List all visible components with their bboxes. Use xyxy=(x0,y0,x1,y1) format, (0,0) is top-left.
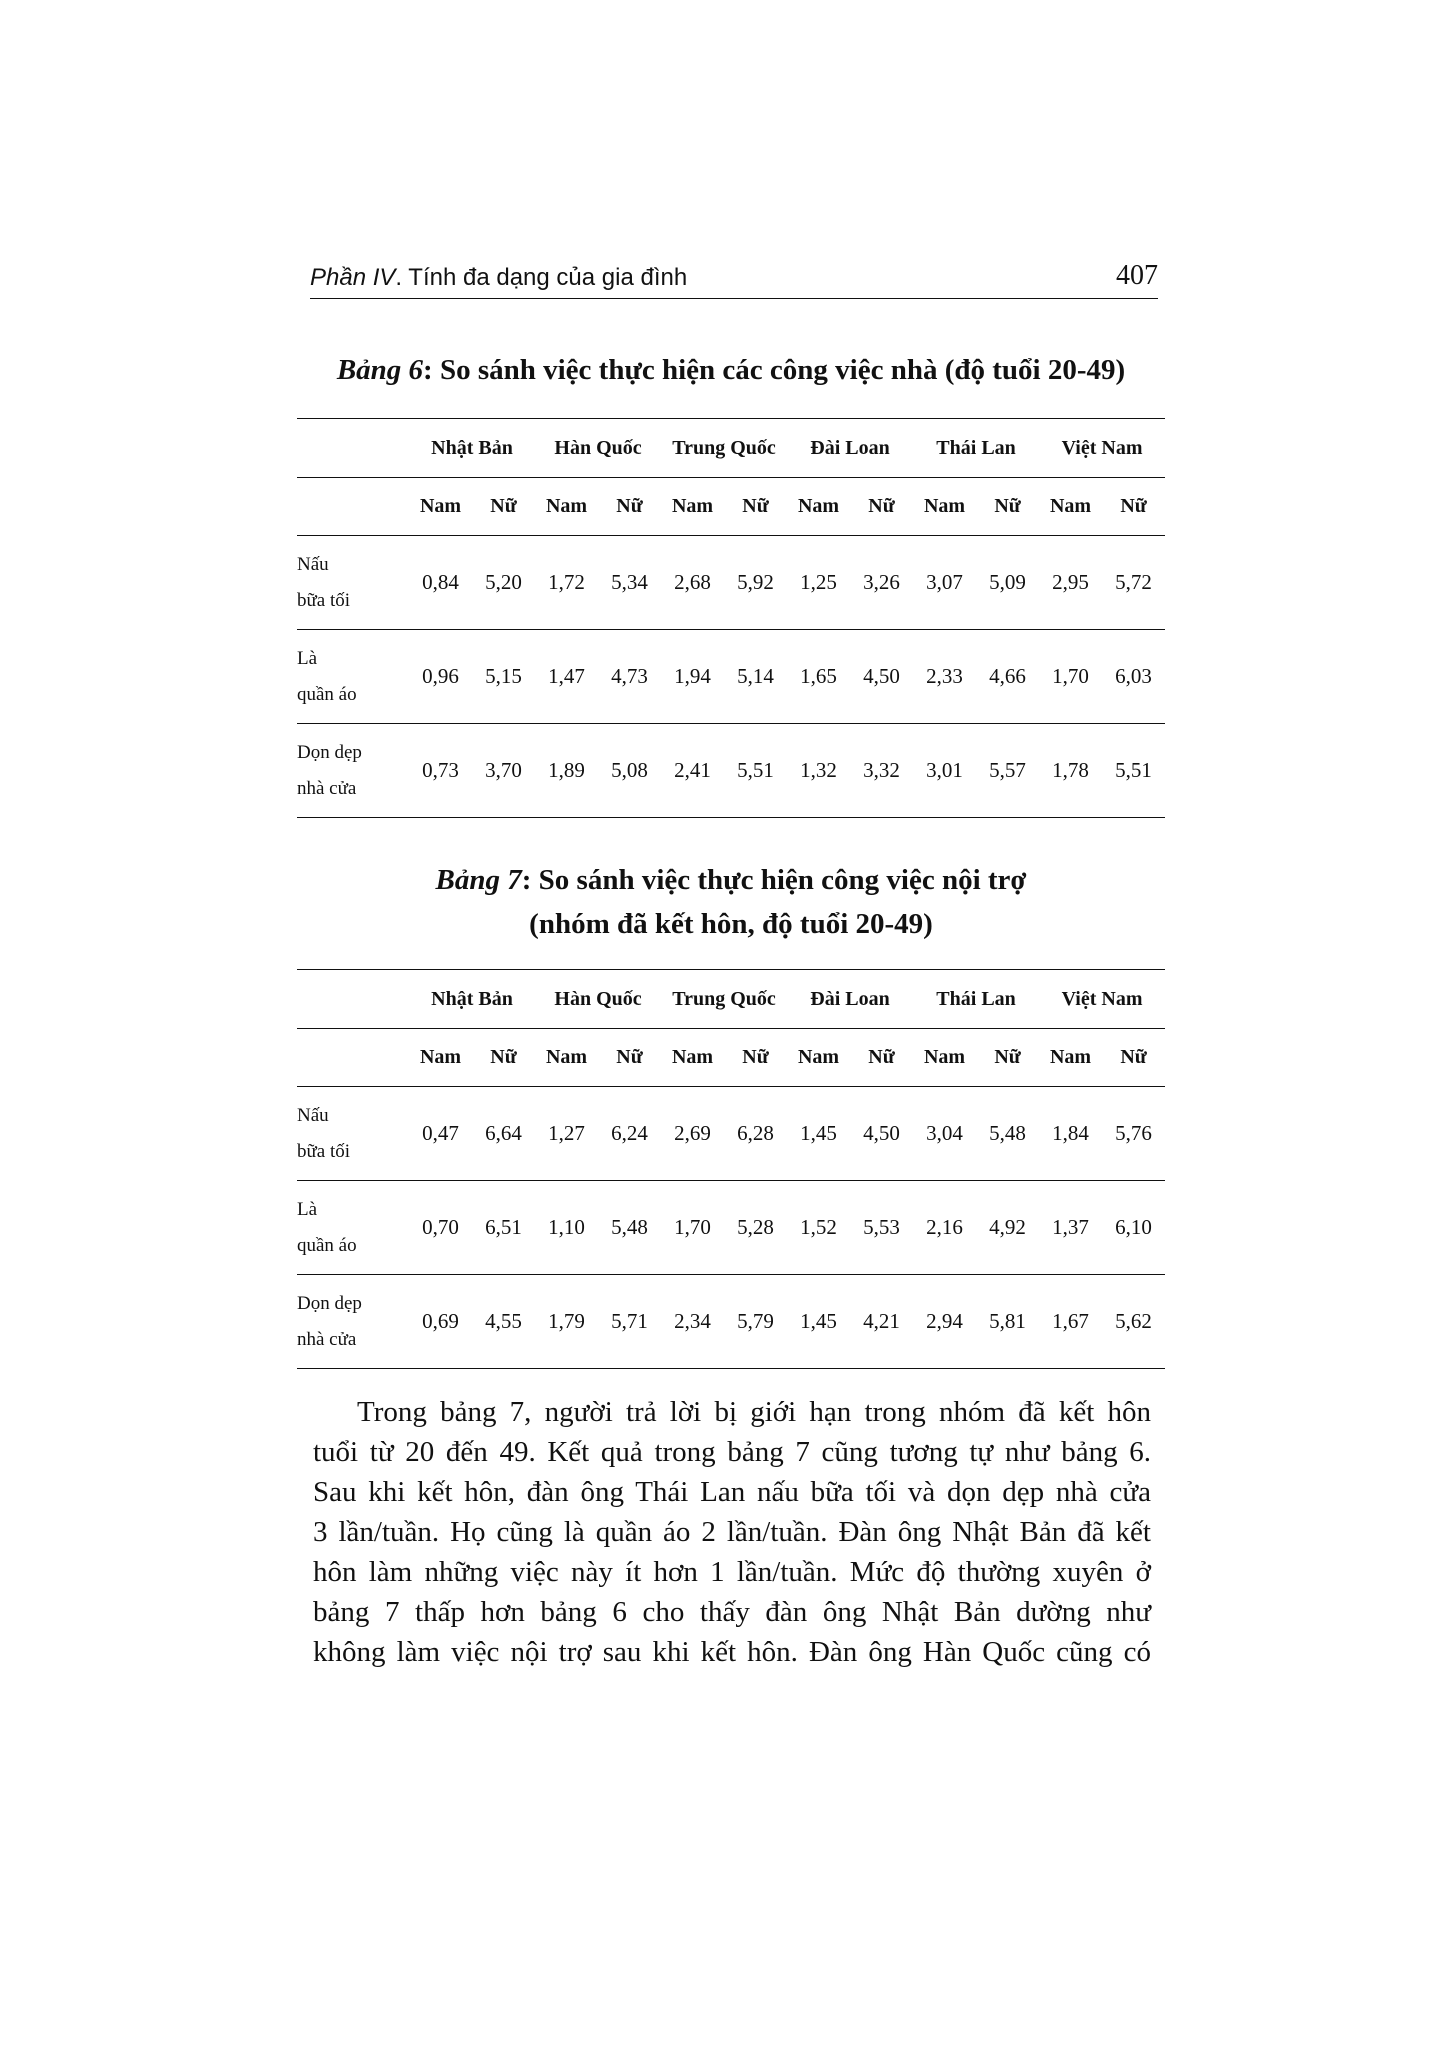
value-cell: 2,16 xyxy=(913,1181,976,1275)
paragraph-line: không làm việc nội trợ sau khi kết hôn. Đàn ông Hàn Quốc cũng có xyxy=(313,1636,1151,1668)
row-label xyxy=(297,1087,409,1181)
value-cell: 0,69 xyxy=(409,1275,472,1369)
gender-header: Nữ xyxy=(976,478,1039,536)
running-header xyxy=(310,258,1158,299)
row-label-line: quần áo xyxy=(297,1234,357,1256)
paragraph-line: bảng 7 thấp hơn bảng 6 cho thấy đàn ông Nhật Bản dường như xyxy=(313,1596,1151,1628)
country-header: Thái Lan xyxy=(913,970,1039,1029)
value-cell: 5,15 xyxy=(472,630,535,724)
value-cell: 5,71 xyxy=(598,1275,661,1369)
value-cell: 4,21 xyxy=(850,1275,913,1369)
value-cell: 4,50 xyxy=(850,630,913,724)
gender-header: Nữ xyxy=(472,478,535,536)
row-label-line: Là xyxy=(297,647,318,669)
section-title-rest: . Tính đa dạng của gia đình xyxy=(395,264,688,291)
table7-caption-label: Bảng 7 xyxy=(435,864,522,896)
value-cell: 2,95 xyxy=(1039,536,1102,630)
value-cell: 4,92 xyxy=(976,1181,1039,1275)
gender-header: Nữ xyxy=(1102,478,1165,536)
value-cell: 5,62 xyxy=(1102,1275,1165,1369)
table6 xyxy=(297,418,1165,818)
value-cell: 1,25 xyxy=(787,536,850,630)
gender-header: Nữ xyxy=(724,478,787,536)
value-cell: 4,66 xyxy=(976,630,1039,724)
country-header: Nhật Bản xyxy=(409,970,535,1029)
table7 xyxy=(297,969,1165,1369)
value-cell: 5,76 xyxy=(1102,1087,1165,1181)
value-cell: 5,81 xyxy=(976,1275,1039,1369)
value-cell: 5,09 xyxy=(976,536,1039,630)
value-cell: 5,20 xyxy=(472,536,535,630)
gender-header: Nam xyxy=(787,478,850,536)
value-cell: 5,28 xyxy=(724,1181,787,1275)
value-cell: 0,96 xyxy=(409,630,472,724)
country-header: Việt Nam xyxy=(1039,419,1165,478)
value-cell: 5,79 xyxy=(724,1275,787,1369)
value-cell: 2,41 xyxy=(661,724,724,818)
table-row xyxy=(297,630,1165,724)
gender-header: Nam xyxy=(661,478,724,536)
value-cell: 0,47 xyxy=(409,1087,472,1181)
value-cell: 1,47 xyxy=(535,630,598,724)
gender-header: Nam xyxy=(913,1029,976,1087)
table7-caption-line2: (nhóm đã kết hôn, độ tuổi 20-49) xyxy=(529,908,933,940)
gender-header: Nữ xyxy=(850,478,913,536)
value-cell: 5,57 xyxy=(976,724,1039,818)
value-cell: 0,73 xyxy=(409,724,472,818)
value-cell: 1,37 xyxy=(1039,1181,1102,1275)
value-cell: 1,84 xyxy=(1039,1087,1102,1181)
row-label-line: Nấu xyxy=(297,553,329,575)
value-cell: 1,45 xyxy=(787,1275,850,1369)
value-cell: 2,94 xyxy=(913,1275,976,1369)
row-label xyxy=(297,536,409,630)
value-cell: 1,70 xyxy=(661,1181,724,1275)
row-label-line: bữa tối xyxy=(297,1140,351,1162)
table-row xyxy=(297,1181,1165,1275)
paragraph-line: hôn làm những việc này ít hơn 1 lần/tuần. Mức độ thường xuyên ở xyxy=(313,1556,1151,1588)
value-cell: 5,14 xyxy=(724,630,787,724)
value-cell: 6,10 xyxy=(1102,1181,1165,1275)
value-cell: 1,89 xyxy=(535,724,598,818)
gender-header: Nữ xyxy=(598,478,661,536)
gender-header: Nam xyxy=(409,478,472,536)
value-cell: 6,24 xyxy=(598,1087,661,1181)
table-row xyxy=(297,536,1165,630)
value-cell: 6,28 xyxy=(724,1087,787,1181)
row-label-line: quần áo xyxy=(297,683,357,705)
value-cell: 5,92 xyxy=(724,536,787,630)
body-paragraph xyxy=(313,1392,1151,1672)
value-cell: 3,26 xyxy=(850,536,913,630)
value-cell: 1,70 xyxy=(1039,630,1102,724)
corner-cell xyxy=(297,419,409,478)
country-header: Đài Loan xyxy=(787,970,913,1029)
table6-caption-label: Bảng 6 xyxy=(336,354,424,386)
country-header: Thái Lan xyxy=(913,419,1039,478)
paragraph-line: tuổi từ 20 đến 49. Kết quả trong bảng 7 cũng tương tự như bảng 6. xyxy=(313,1436,1151,1468)
gender-header: Nam xyxy=(535,1029,598,1087)
value-cell: 6,03 xyxy=(1102,630,1165,724)
value-cell: 5,51 xyxy=(724,724,787,818)
value-cell: 1,78 xyxy=(1039,724,1102,818)
gender-header: Nam xyxy=(661,1029,724,1087)
value-cell: 1,27 xyxy=(535,1087,598,1181)
value-cell: 2,34 xyxy=(661,1275,724,1369)
gender-header: Nữ xyxy=(976,1029,1039,1087)
section-title xyxy=(310,264,687,292)
value-cell: 4,50 xyxy=(850,1087,913,1181)
value-cell: 1,79 xyxy=(535,1275,598,1369)
value-cell: 1,32 xyxy=(787,724,850,818)
table7-caption-text: : So sánh việc thực hiện công việc nội trợ xyxy=(521,864,1027,896)
table-row xyxy=(297,1087,1165,1181)
country-header: Trung Quốc xyxy=(661,419,787,478)
value-cell: 5,48 xyxy=(976,1087,1039,1181)
section-prefix: Phần IV xyxy=(310,264,396,291)
value-cell: 4,55 xyxy=(472,1275,535,1369)
value-cell: 1,94 xyxy=(661,630,724,724)
country-header: Hàn Quốc xyxy=(535,419,661,478)
value-cell: 5,53 xyxy=(850,1181,913,1275)
value-cell: 1,72 xyxy=(535,536,598,630)
value-cell: 0,70 xyxy=(409,1181,472,1275)
value-cell: 5,08 xyxy=(598,724,661,818)
row-label xyxy=(297,1275,409,1369)
corner-cell xyxy=(297,1029,409,1087)
gender-header: Nữ xyxy=(598,1029,661,1087)
country-header-row xyxy=(297,970,1165,1029)
value-cell: 1,52 xyxy=(787,1181,850,1275)
country-header: Hàn Quốc xyxy=(535,970,661,1029)
value-cell: 3,32 xyxy=(850,724,913,818)
country-header: Việt Nam xyxy=(1039,970,1165,1029)
gender-header: Nam xyxy=(1039,1029,1102,1087)
gender-header: Nữ xyxy=(850,1029,913,1087)
gender-header: Nam xyxy=(409,1029,472,1087)
row-label-line: Nấu xyxy=(297,1104,329,1126)
row-label-line: bữa tối xyxy=(297,589,351,611)
value-cell: 3,70 xyxy=(472,724,535,818)
page-number: 407 xyxy=(1116,260,1158,291)
value-cell: 6,51 xyxy=(472,1181,535,1275)
corner-cell xyxy=(297,478,409,536)
paragraph-line: Sau khi kết hôn, đàn ông Thái Lan nấu bữa tối và dọn dẹp nhà cửa xyxy=(313,1476,1151,1508)
value-cell: 3,07 xyxy=(913,536,976,630)
row-label-line: Dọn dẹp xyxy=(297,1292,362,1314)
value-cell: 5,48 xyxy=(598,1181,661,1275)
gender-header: Nữ xyxy=(724,1029,787,1087)
value-cell: 2,68 xyxy=(661,536,724,630)
row-label xyxy=(297,724,409,818)
country-header-row xyxy=(297,419,1165,478)
value-cell: 3,01 xyxy=(913,724,976,818)
gender-header: Nữ xyxy=(472,1029,535,1087)
gender-header: Nữ xyxy=(1102,1029,1165,1087)
row-label xyxy=(297,1181,409,1275)
paragraph-line: Trong bảng 7, người trả lời bị giới hạn trong nhóm đã kết hôn xyxy=(357,1396,1151,1428)
value-cell: 2,33 xyxy=(913,630,976,724)
value-cell: 6,64 xyxy=(472,1087,535,1181)
gender-header: Nam xyxy=(1039,478,1102,536)
gender-header: Nam xyxy=(787,1029,850,1087)
row-label xyxy=(297,630,409,724)
table7-caption xyxy=(297,858,1165,946)
gender-header-row xyxy=(297,1029,1165,1087)
value-cell: 1,67 xyxy=(1039,1275,1102,1369)
table7-caption-line1 xyxy=(297,858,1165,902)
value-cell: 5,72 xyxy=(1102,536,1165,630)
country-header: Đài Loan xyxy=(787,419,913,478)
gender-header-row xyxy=(297,478,1165,536)
country-header: Nhật Bản xyxy=(409,419,535,478)
value-cell: 5,34 xyxy=(598,536,661,630)
row-label-line: nhà cửa xyxy=(297,777,357,799)
table6-caption xyxy=(297,348,1165,392)
table-row xyxy=(297,724,1165,818)
row-label-line: Dọn dẹp xyxy=(297,741,362,763)
value-cell: 1,10 xyxy=(535,1181,598,1275)
value-cell: 4,73 xyxy=(598,630,661,724)
country-header: Trung Quốc xyxy=(661,970,787,1029)
gender-header: Nam xyxy=(535,478,598,536)
value-cell: 2,69 xyxy=(661,1087,724,1181)
gender-header: Nam xyxy=(913,478,976,536)
row-label-line: Là xyxy=(297,1198,318,1220)
paragraph-line: 3 lần/tuần. Họ cũng là quần áo 2 lần/tuần. Đàn ông Nhật Bản đã kết xyxy=(313,1516,1151,1548)
value-cell: 5,51 xyxy=(1102,724,1165,818)
row-label-line: nhà cửa xyxy=(297,1328,357,1350)
value-cell: 1,65 xyxy=(787,630,850,724)
value-cell: 1,45 xyxy=(787,1087,850,1181)
table-row xyxy=(297,1275,1165,1369)
table6-caption-text: : So sánh việc thực hiện các công việc nhà (độ tuổi 20-49) xyxy=(423,354,1126,386)
corner-cell xyxy=(297,970,409,1029)
value-cell: 3,04 xyxy=(913,1087,976,1181)
value-cell: 0,84 xyxy=(409,536,472,630)
